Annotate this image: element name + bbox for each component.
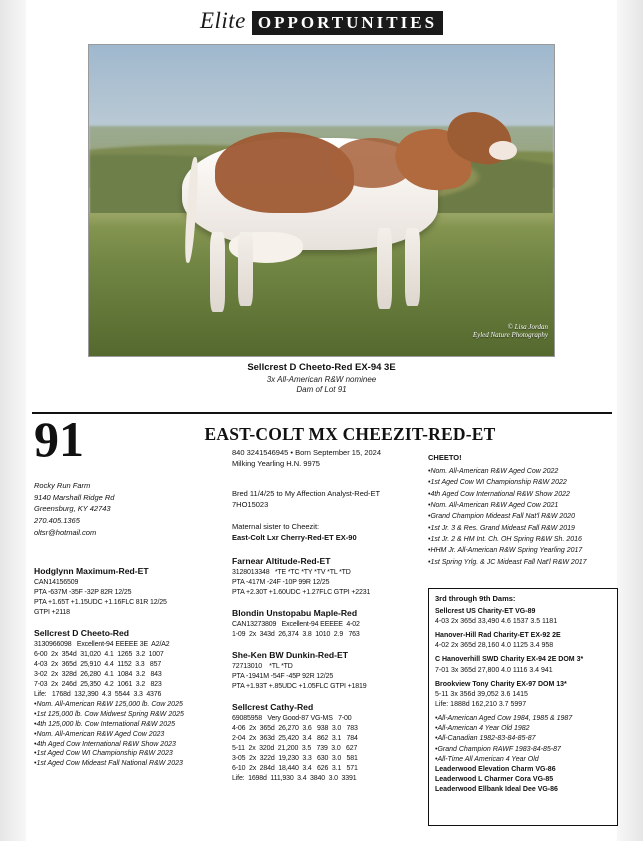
bred-to-code: 7HO15023 (232, 500, 269, 510)
cheeto-award-item-8: •1st Spring Yrlg. & JC Mideast Fall Nat'l R&W 2017 (428, 558, 587, 566)
dam-data-3-3: 5-11 2x 320d 21,200 3.5 739 3.0 627 (232, 745, 358, 753)
sire-data-1-2: 4-03 2x 365d 25,910 4.4 1152 3.3 857 (34, 661, 162, 669)
cheeto-award-list (428, 466, 618, 568)
photo-credit-line1: © Lisa Jordan (507, 322, 548, 331)
dams-entry-3 (435, 680, 611, 710)
sire-block-0 (34, 565, 214, 618)
dam-block-1 (232, 607, 422, 640)
cow-leg-rear-right (405, 228, 420, 306)
dam-data-3-4: 3-05 2x 322d 19,230 3.3 630 3.0 581 (232, 755, 358, 763)
cheeto-award-item-7: •HHM Jr. All-American R&W Spring Yearling 2017 (428, 547, 583, 555)
sire-name-0: Hodglynn Maximum-Red-ET (34, 566, 149, 576)
dams-entry-data-3-0: 5-11 3x 356d 39,052 3.6 1415 (435, 690, 528, 698)
dams-entry-list (435, 607, 611, 710)
dam-block-2 (232, 649, 422, 692)
sire-block-1 (34, 627, 214, 769)
dam-data-1-0: CAN13273809 Excellent-94 EEEEE 4-02 (232, 621, 360, 629)
dams-entry-name-3: Brookview Tony Charity EX-97 DOM 13* (435, 680, 567, 688)
dams-entry-0 (435, 607, 611, 627)
dam-name-3: Sellcrest Cathy-Red (232, 702, 314, 713)
dams-award-1: •All-American 4 Year Old 1982 (435, 725, 530, 733)
section-divider (32, 412, 612, 414)
sire-note-1-1: •1st 125,000 lb. Cow Midwest Spring R&W 2025 (34, 710, 184, 718)
dams-award-3: •Grand Champion RAWF 1983-84-85-87 (435, 745, 561, 753)
right-gutter (617, 0, 643, 841)
brand-header (0, 6, 643, 36)
consignor-block (34, 480, 184, 538)
sire-data-1-1: 6-00 2x 354d 31,020 4.1 1265 3.2 1007 (34, 651, 164, 659)
cow-leg-front-right (238, 232, 253, 307)
sire-data-1-4: 7-03 2x 246d 25,350 4.2 1061 3.2 823 (34, 680, 162, 688)
breeding-notes (232, 488, 422, 543)
ancestor-dams-box (428, 588, 618, 826)
consignor-address1: 9140 Marshall Ridge Rd (34, 492, 115, 502)
sire-data-1-0: 3130966098 Excellent-94 EEEEE 3E A2/A2 (34, 641, 170, 649)
dam-data-2-1: PTA -1941M -54F -45P 92R 12/25 (232, 673, 334, 681)
dams-entry-data-3-1: Life: 1888d 162,210 3.7 5997 (435, 701, 527, 708)
cow-leg-front-left (210, 232, 225, 313)
sire-data-0-1: PTA -637M -35F -32P 82R 12/25 (34, 589, 132, 597)
brand-script-text: Elite (199, 7, 246, 33)
dams-award-0: •All-American Aged Cow 1984, 1985 & 1987 (435, 715, 573, 723)
dam-data-3-0: 69085958 Very Good-87 VG-MS 7-00 (232, 715, 352, 723)
animal-photo (88, 44, 555, 357)
cheeto-award-item-4: •Grand Champion Mideast Fall Nat'l R&W 2020 (428, 513, 575, 521)
dam-data-3-5: 6-10 2x 284d 18,440 3.4 626 3.1 571 (232, 765, 358, 772)
sire-note-1-5: •1st Aged Cow WI Championship R&W 2023 (34, 750, 173, 758)
sire-data-0-3: GTPI +2118 (34, 609, 70, 617)
lot-title: EAST-COLT MX CHEEZIT-RED-ET (204, 424, 496, 444)
dams-award-list (435, 714, 611, 765)
pedigree-dam-column (232, 555, 422, 793)
cheeto-award-item-5: •1st Jr. 3 & Res. Grand Mideast Fall R&W 2019 (428, 524, 575, 532)
cheeto-heading: CHEETO! (428, 453, 462, 462)
consignor-email[interactable]: oltsr@hotmail.com (34, 527, 97, 537)
sire-data-0-0: CAN14156509 (34, 579, 79, 587)
lot-identification (232, 447, 381, 470)
dams-entry-2 (435, 655, 611, 675)
lot-status: Milking Yearling H.N. 9975 (232, 459, 320, 469)
sire-note-1-3: •Nom. All-American R&W Aged Cow 2023 (34, 730, 165, 738)
dam-data-3-2: 2-04 2x 363d 25,420 3.4 862 3.1 784 (232, 735, 358, 743)
dam-data-3-6: Life: 1698d 111,930 3.4 3840 3.0 3391 (232, 774, 357, 782)
dams-box-heading: 3rd through 9th Dams: (435, 594, 516, 603)
cheeto-award-item-3: •Nom. All-American R&W Aged Cow 2021 (428, 502, 559, 510)
dam-data-0-2: PTA +2.30T +1.60UDC +1.27FLC GTPI +2231 (232, 589, 371, 597)
brand-block-text: OPPORTUNITIES (252, 11, 443, 35)
cheeto-award-item-6: •1st Jr. 2 & HM Int. Ch. OH Spring R&W Sh. 2016 (428, 536, 582, 544)
cheeto-award-item-0: •Nom. All-American R&W Aged Cow 2022 (428, 468, 559, 476)
dams-tail-list (435, 765, 611, 795)
lot-registration: 840 3241546945 • Born September 15, 2024 (232, 448, 381, 457)
photo-credit-line2: Eyled Nature Photography (472, 331, 548, 340)
cow-leg-rear-left (377, 228, 392, 309)
dam-data-2-2: PTA +1.93T +.85UDC +1.05FLC GTPI +1819 (232, 683, 367, 691)
consignor-farm: Rocky Run Farm (34, 481, 91, 490)
sire-name-1: Sellcrest D Cheeto-Red (34, 627, 130, 638)
dam-name-1: Blondin Unstopabu Maple-Red (232, 608, 358, 619)
dams-tail-1: Leaderwood L Charmer Cora VG-85 (435, 775, 554, 783)
dams-entry-data-0-0: 4-03 2x 365d 33,490 4.6 1537 3.5 1181 (435, 618, 558, 626)
dams-entry-name-1: Hanover-Hill Rad Charity-ET EX-92 2E (435, 632, 561, 640)
pedigree-sire-column (34, 565, 214, 778)
cheeto-award-item-2: •4th Aged Cow International R&W Show 2022 (428, 490, 570, 498)
dam-block-0 (232, 555, 422, 598)
dams-entry-name-0: Sellcrest US Charity-ET VG-89 (435, 607, 536, 615)
caption-animal-name: Sellcrest D Cheeto-Red EX-94 3E (247, 362, 396, 373)
dam-data-3-1: 4-06 2x 365d 26,270 3.6 938 3.0 783 (232, 725, 358, 733)
brand-logo (200, 8, 443, 35)
dam-block-3 (232, 701, 422, 784)
consignor-phone: 270.405.1365 (34, 515, 80, 525)
cow-muzzle (489, 141, 517, 160)
dams-award-4: •All-Time All American 4 Year Old (435, 755, 539, 763)
dams-entry-data-2-0: 7-01 3x 365d 27,800 4.0 1116 3.4 941 (435, 666, 553, 674)
dams-tail-0: Leaderwood Elevation Charm VG-86 (435, 765, 556, 773)
dams-award-2: •All-Canadian 1982-83-84-85-87 (435, 735, 536, 743)
dam-name-2: She-Ken BW Dunkin-Red-ET (232, 650, 349, 661)
dams-entry-1 (435, 631, 611, 651)
consignor-address2: Greensburg, KY 42743 (34, 504, 111, 514)
sire-note-1-6: •1st Aged Cow Mideast Fall National R&W 2023 (34, 760, 183, 768)
sire-data-0-2: PTA +1.65T +1.15UDC +1.16FLC 81R 12/25 (34, 599, 167, 607)
dam-data-0-1: PTA -417M -24F -10P 99R 12/25 (232, 579, 330, 587)
sire-note-1-0: •Nom. All-American R&W 125,000 lb. Cow 2025 (34, 700, 183, 708)
dam-data-1-1: 1-09 2x 343d 26,374 3.8 1010 2.9 763 (232, 631, 360, 639)
cheeto-highlights (428, 452, 618, 568)
bred-to: Bred 11/4/25 to My Affection Analyst-Red-ET (232, 489, 381, 498)
caption-award: 3x All-American R&W nominee (266, 375, 377, 384)
maternal-sister-label: Maternal sister to Cheezit: (232, 521, 320, 531)
left-gutter (0, 0, 26, 841)
cow-illustration (89, 45, 554, 356)
photo-credit (473, 323, 548, 341)
sire-data-1-3: 3-02 2x 328d 26,280 4.1 1084 3.2 843 (34, 670, 162, 678)
cheeto-award-item-1: •1st Aged Cow WI Championship R&W 2022 (428, 479, 567, 487)
dams-tail-2: Leaderwood Ellbank Ideal Dee VG-86 (435, 786, 558, 794)
dams-entry-name-2: C Hanoverhill SWD Charity EX-94 2E DOM 3* (435, 656, 584, 664)
dam-name-0: Farnear Altitude-Red-ET (232, 556, 331, 566)
dam-data-0-0: 3128013348 *TE *TC *TY *TV *TL *TD (232, 569, 351, 577)
dams-entry-data-1-0: 4-02 2x 365d 28,160 4.0 1125 3.4 958 (435, 642, 554, 650)
sire-note-1-4: •4th Aged Cow International R&W Show 2023 (34, 740, 176, 748)
caption-relation: Dam of Lot 91 (296, 385, 347, 394)
dam-data-2-0: 72713010 *TL *TD (232, 663, 293, 671)
sire-note-1-2: •4th 125,000 lb. Cow International R&W 2025 (34, 720, 175, 728)
lot-number: 91 (34, 411, 84, 467)
photo-caption (0, 362, 643, 394)
sire-data-1-5: Life: 1768d 132,390 4.3 5544 3.3 4376 (34, 690, 162, 698)
maternal-sister-name: East-Colt Lxr Cherry-Red-ET EX-90 (232, 532, 357, 542)
